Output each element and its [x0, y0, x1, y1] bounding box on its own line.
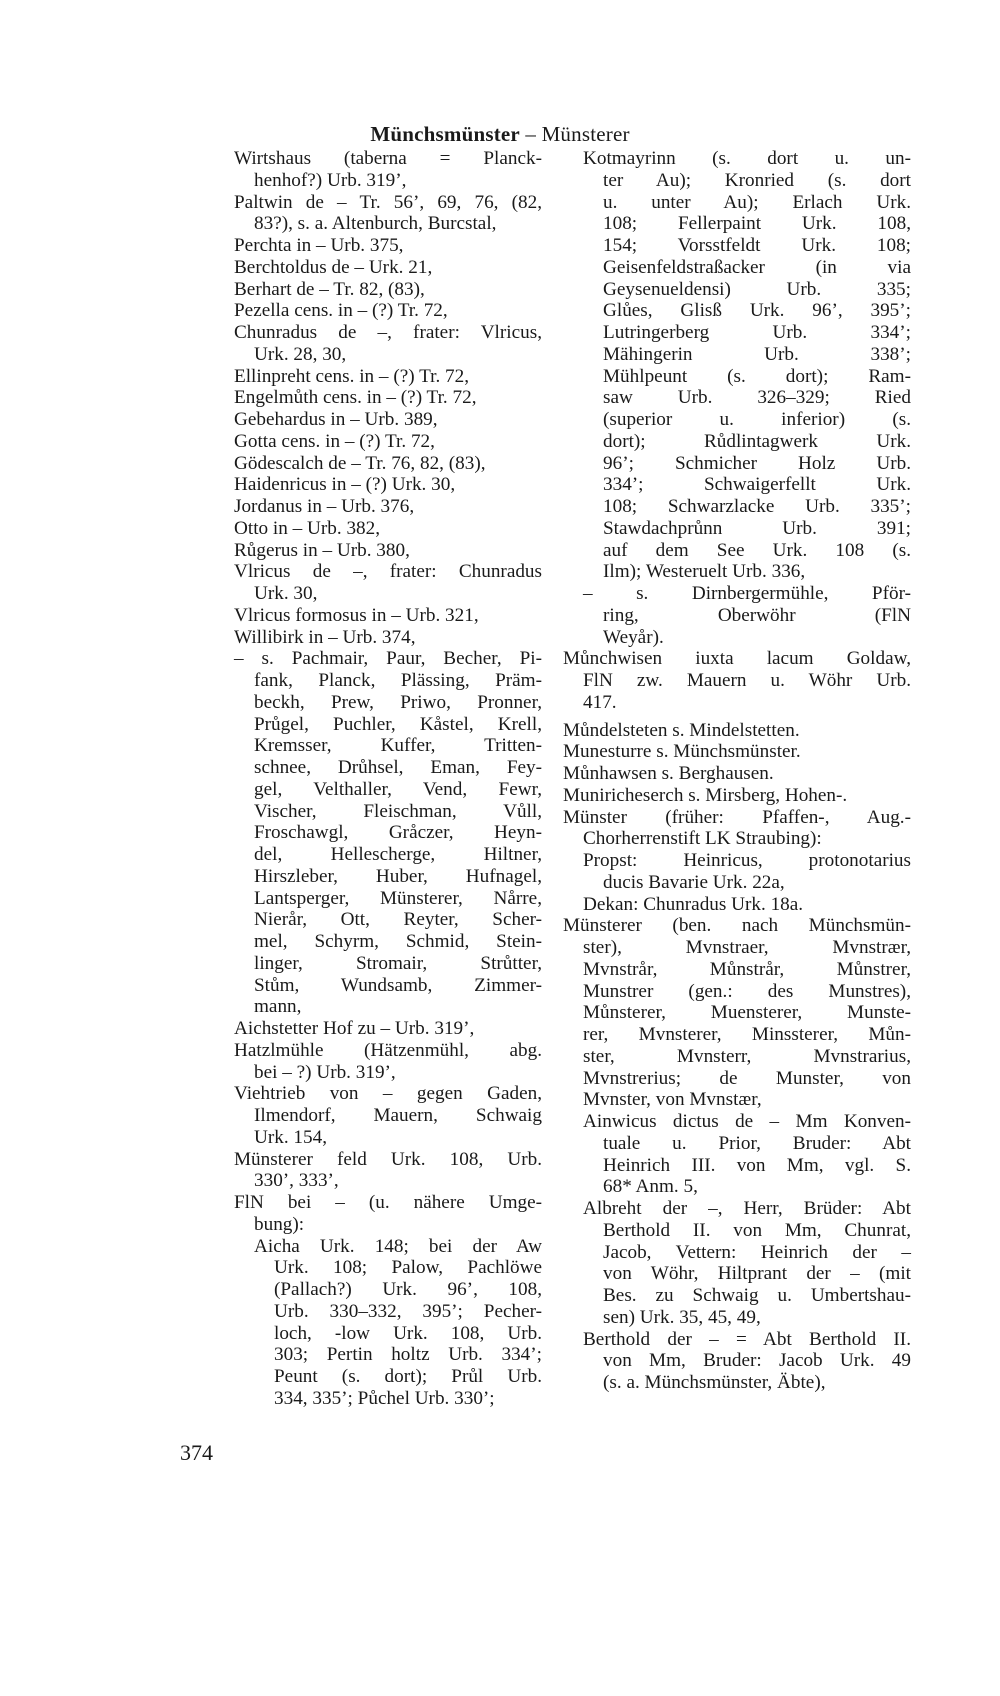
- index-entry: [234, 1236, 542, 1410]
- entry-line: (superior u. inferior) (s.: [603, 409, 911, 430]
- entry-line: Jacob, Vettern: Heinrich der –: [603, 1241, 911, 1263]
- entry-line: FlN zw. Mauern u. Wöhr Urb.: [583, 670, 911, 691]
- entry-line: Paltwin de – Tr. 56’, 69, 76, (82,: [234, 191, 542, 213]
- entry-line: Mvnstrerius; de Munster, von: [583, 1067, 911, 1089]
- entry-line: Ilm); Westeruelt Urb. 336,: [603, 561, 806, 583]
- entry-line: 334, 335’; Půchel Urb. 330’;: [274, 1387, 495, 1409]
- entry-line: Vischer, Fleischman, Vůll,: [254, 800, 542, 822]
- entry-line: bei – ?) Urb. 319’,: [254, 1061, 396, 1083]
- entry-line: von Wöhr, Hiltprant der – (mit: [603, 1263, 911, 1285]
- entry-line: Heinrich III. von Mm, vgl. S.: [603, 1154, 911, 1176]
- entry-line: (s. a. Münchsmünster, Äbte),: [603, 1372, 826, 1393]
- index-entry: [563, 894, 911, 916]
- entry-line: beckh, Prew, Priwo, Pronner,: [254, 691, 542, 713]
- index-entry: [234, 1149, 542, 1193]
- entry-line: Albreht der –, Herr, Brüder: Abt: [583, 1198, 911, 1219]
- entry-line: Berthold II. von Mm, Chunrat,: [603, 1219, 911, 1241]
- index-entry: [234, 192, 542, 236]
- entry-line: dort); Růdlintagwerk Urk.: [603, 430, 911, 452]
- index-entry: [234, 1040, 542, 1084]
- entry-line: Münster (früher: Pfaffen-, Aug.-: [563, 806, 911, 828]
- entry-line: Můnsterer, Muensterer, Munste-: [583, 1002, 911, 1024]
- entry-line: Froschawgl, Gråczer, Heyn-: [254, 822, 542, 844]
- entry-line: bung):: [254, 1213, 305, 1235]
- running-head: [0, 122, 1000, 147]
- index-entry: [234, 366, 542, 388]
- index-entry: [234, 300, 542, 322]
- running-head-first-word: Münchsmünster: [370, 122, 520, 146]
- entry-line: Dekan: Chunradus Urk. 18a.: [583, 893, 804, 915]
- entry-line: Aichstetter Hof zu – Urb. 319’,: [234, 1018, 475, 1039]
- entry-line: Lutringerberg Urb. 334’;: [603, 322, 911, 343]
- entry-line: (Pallach?) Urk. 96’, 108,: [274, 1279, 542, 1300]
- entry-line: Hirszleber, Huber, Hufnagel,: [254, 865, 542, 887]
- entry-line: Chunradus de –, frater: Vlricus,: [234, 322, 542, 343]
- entry-line: 108; Fellerpaint Urk. 108,: [603, 213, 911, 235]
- entry-line: ter Au); Kronried (s. dort: [603, 169, 911, 191]
- entry-line: Engelmůth cens. in – (?) Tr. 72,: [234, 387, 477, 409]
- entry-line: Munesturre s. Münchsmünster.: [563, 741, 801, 763]
- index-entry: [234, 431, 542, 453]
- entry-line: ring, Oberwöhr (FlN: [603, 604, 911, 626]
- index-entry: [234, 1018, 542, 1040]
- entry-line: Můnhawsen s. Berghausen.: [563, 763, 774, 784]
- entry-line: Mvnstrår, Můnstrår, Můnstrer,: [583, 958, 911, 980]
- entry-line: Pezella cens. in – (?) Tr. 72,: [234, 300, 448, 322]
- index-entry: [234, 627, 542, 649]
- entry-line: Lantsperger, Münsterer, Nårre,: [254, 887, 542, 909]
- entry-line: Ilmendorf, Mauern, Schwaig: [254, 1105, 542, 1126]
- entry-line: Geysenueldensi) Urb. 335;: [603, 278, 911, 300]
- index-entry: [563, 850, 911, 894]
- index-entry: [234, 1192, 542, 1236]
- entry-line: Gödescalch de – Tr. 76, 82, (83),: [234, 452, 486, 474]
- entry-line: mann,: [254, 996, 302, 1018]
- entry-line: Propst: Heinricus, protonotarius: [583, 850, 911, 871]
- entry-line: auf dem See Urk. 108 (s.: [603, 539, 911, 561]
- entry-line: 303; Pertin holtz Urb. 334’;: [274, 1344, 542, 1366]
- entry-line: von Mm, Bruder: Jacob Urk. 49: [603, 1350, 911, 1372]
- entry-line: Urk. 28, 30,: [254, 343, 347, 365]
- entry-line: Geisenfeldstraßacker (in via: [603, 256, 911, 278]
- running-head-last-word: Münsterer: [541, 122, 630, 146]
- index-entry: [234, 474, 542, 496]
- entry-line: mel, Schyrm, Schmid, Stein-: [254, 931, 542, 952]
- left-column: [234, 148, 542, 1410]
- entry-line: Gotta cens. in – (?) Tr. 72,: [234, 430, 435, 452]
- entry-line: 154; Vorsstfeldt Urk. 108;: [603, 235, 911, 256]
- index-entry: [234, 496, 542, 518]
- index-entry: [234, 1083, 542, 1148]
- entry-line: Haidenricus in – (?) Urk. 30,: [234, 474, 456, 496]
- index-entry: [563, 648, 911, 713]
- entry-line: loch, -low Urk. 108, Urb.: [274, 1322, 542, 1344]
- entry-line: Růgerus in – Urb. 380,: [234, 539, 410, 561]
- entry-line: Urk. 30,: [254, 583, 318, 604]
- index-entry: [234, 540, 542, 562]
- index-entry: [234, 257, 542, 279]
- entry-line: 417.: [583, 691, 617, 713]
- entry-line: Stům, Wundsamb, Zimmer-: [254, 974, 542, 996]
- entry-line: Kremsser, Kuffer, Tritten-: [254, 735, 542, 757]
- index-entry: [234, 235, 542, 257]
- entry-line: Bes. zu Schwaig u. Umbertshau-: [603, 1285, 911, 1306]
- entry-line: tuale u. Prior, Bruder: Abt: [603, 1132, 911, 1154]
- entry-line: Viehtrieb von – gegen Gaden,: [234, 1083, 542, 1105]
- index-entry: [234, 387, 542, 409]
- entry-line: Weyår).: [603, 626, 664, 648]
- index-entry: [234, 148, 542, 192]
- entry-line: Berthold der – = Abt Berthold II.: [583, 1328, 911, 1350]
- entry-line: Gebehardus in – Urb. 389,: [234, 409, 438, 430]
- index-entry: [563, 1198, 911, 1329]
- entry-line: Ellinpreht cens. in – (?) Tr. 72,: [234, 365, 470, 387]
- entry-line: ster, Mvnsterr, Mvnstrarius,: [583, 1045, 911, 1067]
- index-entry: [563, 741, 911, 763]
- index-entry: [234, 279, 542, 301]
- index-entry: [234, 648, 542, 1018]
- entry-line: Glůes, Glisß Urk. 96’, 395’;: [603, 300, 911, 322]
- entry-line: Průgel, Puchler, Kåstel, Krell,: [254, 713, 542, 735]
- index-entry: [563, 807, 911, 851]
- entry-line: Chorherrenstift LK Straubing):: [583, 828, 822, 850]
- entry-line: Urk. 154,: [254, 1126, 328, 1148]
- entry-line: Můnchwisen iuxta lacum Goldaw,: [563, 648, 911, 670]
- entry-line: Munstrer (gen.: des Munstres),: [583, 980, 911, 1002]
- entry-line: Otto in – Urb. 382,: [234, 517, 381, 539]
- entry-line: sen) Urk. 35, 45, 49,: [603, 1306, 761, 1328]
- entry-line: Urk. 108; Palow, Pachlöwe: [274, 1257, 542, 1279]
- entry-line: Münsterer (ben. nach Münchsmün-: [563, 915, 911, 937]
- index-entry: [563, 1111, 911, 1198]
- index-entry: [563, 720, 911, 742]
- entry-line: ster), Mvnstraer, Mvnstrær,: [583, 937, 911, 958]
- entry-line: gel, Velthaller, Vend, Fewr,: [254, 778, 542, 800]
- entry-line: – s. Pachmair, Paur, Becher, Pi-: [234, 648, 542, 670]
- index-entry: [563, 915, 911, 1111]
- entry-line: Perchta in – Urb. 375,: [234, 235, 404, 256]
- index-entry: [234, 561, 542, 605]
- entry-line: 83?), s. a. Altenburch, Burcstal,: [254, 213, 497, 235]
- entry-line: rer, Mvnsterer, Minssterer, Můn-: [583, 1024, 911, 1045]
- entry-line: Urb. 330–332, 395’; Pecher-: [274, 1300, 542, 1322]
- entry-line: Mähingerin Urb. 338’;: [603, 343, 911, 365]
- entry-line: – s. Dirnbergermühle, Pför-: [583, 583, 911, 604]
- index-entry: [563, 1329, 911, 1394]
- entry-line: 68* Anm. 5,: [603, 1176, 698, 1198]
- right-column: [563, 148, 911, 1394]
- page-number: 374: [180, 1440, 213, 1465]
- entry-line: Münsterer feld Urk. 108, Urb.: [234, 1148, 542, 1170]
- index-entry: [234, 409, 542, 431]
- entry-line: Nierår, Ott, Reyter, Scher-: [254, 909, 542, 931]
- index-entry: [234, 453, 542, 475]
- index-entry: [563, 785, 911, 807]
- entry-line: Wirtshaus (taberna = Planck-: [234, 148, 542, 169]
- entry-line: Muniricheserch s. Mirsberg, Hohen-.: [563, 784, 848, 806]
- entry-line: Aicha Urk. 148; bei der Aw: [254, 1235, 542, 1257]
- entry-line: 334’; Schwaigerfellt Urk.: [603, 474, 911, 496]
- entry-line: Kotmayrinn (s. dort u. un-: [583, 148, 911, 169]
- index-entry: [563, 763, 911, 785]
- entry-line: Peunt (s. dort); Průl Urb.: [274, 1366, 542, 1387]
- entry-line: 108; Schwarzlacke Urb. 335’;: [603, 496, 911, 517]
- entry-line: Můndelsteten s. Mindelstetten.: [563, 719, 800, 741]
- entry-line: del, Hellescherge, Hiltner,: [254, 844, 542, 865]
- entry-line: saw Urb. 326–329; Ried: [603, 387, 911, 409]
- entry-line: Mvnster, von Mvnstær,: [583, 1089, 762, 1111]
- entry-line: linger, Stromair, Strůtter,: [254, 952, 542, 974]
- entry-line: Ainwicus dictus de – Mm Konven-: [583, 1111, 911, 1132]
- entry-line: Willibirk in – Urb. 374,: [234, 626, 416, 648]
- entry-line: 330’, 333’,: [254, 1170, 339, 1192]
- entry-line: Berchtoldus de – Urk. 21,: [234, 256, 433, 278]
- entry-line: u. unter Au); Erlach Urk.: [603, 191, 911, 213]
- index-entry: [563, 583, 911, 648]
- entry-line: schnee, Drůhsel, Eman, Fey-: [254, 757, 542, 778]
- entry-line: Mühlpeunt (s. dort); Ram-: [603, 365, 911, 387]
- entry-line: Vlricus de –, frater: Chunradus: [234, 561, 542, 583]
- entry-line: Stawdachprůnn Urb. 391;: [603, 517, 911, 539]
- index-entry: [234, 518, 542, 540]
- entry-line: Vlricus formosus in – Urb. 321,: [234, 604, 479, 626]
- entry-line: Berhart de – Tr. 82, (83),: [234, 278, 425, 300]
- entry-line: ducis Bavarie Urk. 22a,: [603, 871, 785, 893]
- index-entry: [234, 605, 542, 627]
- entry-line: fank, Planck, Plässing, Präm-: [254, 670, 542, 691]
- entry-line: Jordanus in – Urb. 376,: [234, 496, 415, 517]
- running-head-separator: –: [519, 122, 542, 146]
- index-entry: [563, 148, 911, 583]
- entry-line: FlN bei – (u. nähere Umge-: [234, 1192, 542, 1213]
- entry-line: 96’; Schmicher Holz Urb.: [603, 452, 911, 474]
- entry-line: henhof?) Urb. 319’,: [254, 169, 407, 191]
- entry-line: Hatzlmühle (Hätzenmühl, abg.: [234, 1039, 542, 1061]
- index-entry: [234, 322, 542, 366]
